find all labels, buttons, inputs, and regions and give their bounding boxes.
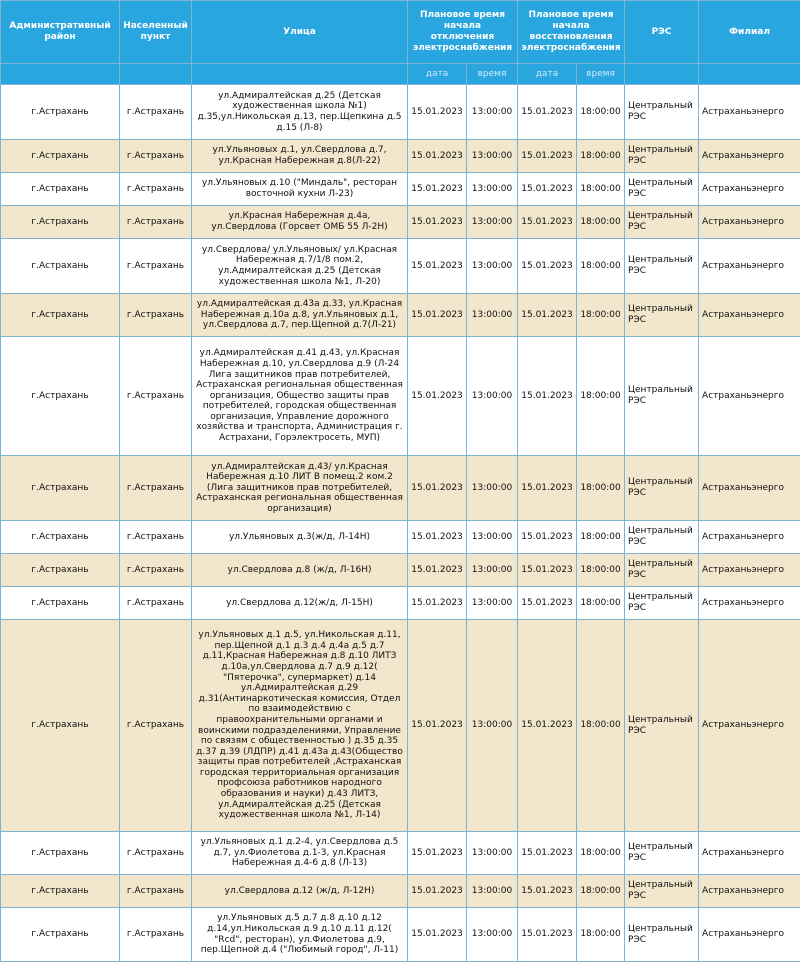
off-date-cell: 15.01.2023 — [408, 620, 467, 832]
locality-cell: г.Астрахань — [120, 85, 192, 140]
table-row — [1, 140, 800, 173]
res-cell: Центральный РЭС — [625, 620, 699, 832]
res-cell: Центральный РЭС — [625, 239, 699, 294]
on-date-cell: 15.01.2023 — [518, 521, 577, 554]
branch-cell: Астраханьэнерго — [699, 456, 800, 521]
locality-cell: г.Астрахань — [120, 620, 192, 832]
off-date-cell: 15.01.2023 — [408, 85, 467, 140]
locality-cell: г.Астрахань — [120, 908, 192, 962]
district-cell: г.Астрахань — [1, 620, 120, 832]
on-date-cell: 15.01.2023 — [518, 239, 577, 294]
locality-cell: г.Астрахань — [120, 337, 192, 456]
district-cell: г.Астрахань — [1, 521, 120, 554]
branch-cell: Астраханьэнерго — [699, 239, 800, 294]
header-street: Улица — [192, 1, 408, 64]
off-date-cell: 15.01.2023 — [408, 587, 467, 620]
locality-cell: г.Астрахань — [120, 294, 192, 337]
subheader-blank — [625, 64, 699, 85]
street-cell: ул.Ульяновых д.10 ("Миндаль", ресторан восточной кухни Л-23) — [192, 173, 408, 206]
district-cell: г.Астрахань — [1, 140, 120, 173]
off-time-cell: 13:00:00 — [467, 294, 518, 337]
district-cell: г.Астрахань — [1, 85, 120, 140]
off-date-cell: 15.01.2023 — [408, 239, 467, 294]
street-cell: ул.Красная Набережная д.4а, ул.Свердлова (Горсвет ОМБ 55 Л-2Н) — [192, 206, 408, 239]
on-date-cell: 15.01.2023 — [518, 140, 577, 173]
on-time-cell: 18:00:00 — [577, 908, 625, 962]
branch-cell: Астраханьэнерго — [699, 140, 800, 173]
off-time-cell: 13:00:00 — [467, 337, 518, 456]
off-time-cell: 13:00:00 — [467, 140, 518, 173]
on-date-cell: 15.01.2023 — [518, 206, 577, 239]
district-cell: г.Астрахань — [1, 337, 120, 456]
street-cell: ул.Адмиралтейская д.43а д.33, ул.Красная Набережная д.10а д.8, ул.Ульяновых д.1, ул.Свердлова д.7, пер.Щепной д.7(Л-21) — [192, 294, 408, 337]
on-time-cell: 18:00:00 — [577, 554, 625, 587]
off-date-cell: 15.01.2023 — [408, 206, 467, 239]
street-cell: ул.Ульяновых д.1 д.5, ул.Никольская д.11, пер.Щепной д.1 д.3 д.4 д.4а д.5 д.7 д.11,Красная Набережная д.8 д.10 ЛИТЗ д.10а,ул.Свердлова д.7 д.9 д.12( "Пятерочка", супермаркет) д.14 ул.Адмиралтейская д.29 д.31(Антинаркотическая комиссия, Отдел по взаимодействию с правоохранительными органами и воинскими подразделениями, Управление по связям с общественностью ) д.35 д.35 д.37 д.39 (ЛДПР) д.41 д.43а д.43(Общество защиты прав потребителей ,Астраханская городская территориальная организация профсоюза работников народного образования и науки) д.43 ЛИТЗ, ул.Адмиралтейская д.25 (Детская художественная школа №1, Л-14) — [192, 620, 408, 832]
district-cell: г.Астрахань — [1, 908, 120, 962]
off-date-cell: 15.01.2023 — [408, 140, 467, 173]
table-row — [1, 85, 800, 140]
street-cell: ул.Свердлова д.12 (ж/д, Л-12Н) — [192, 875, 408, 908]
table-row — [1, 908, 800, 962]
on-date-cell: 15.01.2023 — [518, 294, 577, 337]
res-cell: Центральный РЭС — [625, 85, 699, 140]
on-time-cell: 18:00:00 — [577, 85, 625, 140]
table-body — [1, 85, 800, 962]
street-cell: ул.Адмиралтейская д.41 д.43, ул.Красная Набережная д.10, ул.Свердлова д.9 (Л-24 Лига защитников прав потребителей, Астраханская региональная общественная организация, Общество защиты прав потребителей, городская общественная организация, Управление дорожного хозяйства и транспорта, Администрация г. Астрахани, Горэлектросеть, МУП) — [192, 337, 408, 456]
subheader-off-time: время — [467, 64, 518, 85]
off-date-cell: 15.01.2023 — [408, 521, 467, 554]
off-time-cell: 13:00:00 — [467, 875, 518, 908]
off-date-cell: 15.01.2023 — [408, 554, 467, 587]
street-cell: ул.Ульяновых д.3(ж/д, Л-14Н) — [192, 521, 408, 554]
subheader-blank — [120, 64, 192, 85]
on-date-cell: 15.01.2023 — [518, 587, 577, 620]
off-time-cell: 13:00:00 — [467, 456, 518, 521]
branch-cell: Астраханьэнерго — [699, 875, 800, 908]
branch-cell: Астраханьэнерго — [699, 173, 800, 206]
on-date-cell: 15.01.2023 — [518, 456, 577, 521]
branch-cell: Астраханьэнерго — [699, 206, 800, 239]
off-date-cell: 15.01.2023 — [408, 456, 467, 521]
street-cell: ул.Свердлова/ ул.Ульяновых/ ул.Красная Набережная д.7/1/8 пом.2, ул.Адмиралтейская д.25 (Детская художественная школа №1, Л-20) — [192, 239, 408, 294]
table-row — [1, 239, 800, 294]
branch-cell: Астраханьэнерго — [699, 832, 800, 875]
subheader-blank — [192, 64, 408, 85]
off-time-cell: 13:00:00 — [467, 587, 518, 620]
header-res: РЭС — [625, 1, 699, 64]
locality-cell: г.Астрахань — [120, 206, 192, 239]
table-row — [1, 173, 800, 206]
subheader-blank — [1, 64, 120, 85]
on-date-cell: 15.01.2023 — [518, 908, 577, 962]
header-district: Административный район — [1, 1, 120, 64]
locality-cell: г.Астрахань — [120, 239, 192, 294]
subheader-blank — [699, 64, 800, 85]
on-time-cell: 18:00:00 — [577, 140, 625, 173]
table-row — [1, 521, 800, 554]
branch-cell: Астраханьэнерго — [699, 587, 800, 620]
off-time-cell: 13:00:00 — [467, 554, 518, 587]
street-cell: ул.Ульяновых д.5 д.7 д.8 д.10 д.12 д.14,ул.Никольская д.9 д.10 д.11 д.12( "Rcd", ресторан), ул.Фиолетова д.9, пер.Щепной д.4 ("Любимый город", Л-11) — [192, 908, 408, 962]
on-time-cell: 18:00:00 — [577, 832, 625, 875]
res-cell: Центральный РЭС — [625, 832, 699, 875]
table-row — [1, 456, 800, 521]
district-cell: г.Астрахань — [1, 554, 120, 587]
locality-cell: г.Астрахань — [120, 587, 192, 620]
district-cell: г.Астрахань — [1, 587, 120, 620]
locality-cell: г.Астрахань — [120, 140, 192, 173]
street-cell: ул.Свердлова д.8 (ж/д, Л-16Н) — [192, 554, 408, 587]
branch-cell: Астраханьэнерго — [699, 908, 800, 962]
off-time-cell: 13:00:00 — [467, 239, 518, 294]
res-cell: Центральный РЭС — [625, 587, 699, 620]
locality-cell: г.Астрахань — [120, 832, 192, 875]
street-cell: ул.Свердлова д.12(ж/д, Л-15Н) — [192, 587, 408, 620]
on-time-cell: 18:00:00 — [577, 239, 625, 294]
table-row — [1, 294, 800, 337]
off-time-cell: 13:00:00 — [467, 908, 518, 962]
res-cell: Центральный РЭС — [625, 337, 699, 456]
on-date-cell: 15.01.2023 — [518, 554, 577, 587]
off-date-cell: 15.01.2023 — [408, 832, 467, 875]
off-date-cell: 15.01.2023 — [408, 337, 467, 456]
on-date-cell: 15.01.2023 — [518, 173, 577, 206]
on-date-cell: 15.01.2023 — [518, 620, 577, 832]
district-cell: г.Астрахань — [1, 294, 120, 337]
on-time-cell: 18:00:00 — [577, 206, 625, 239]
branch-cell: Астраханьэнерго — [699, 521, 800, 554]
res-cell: Центральный РЭС — [625, 206, 699, 239]
off-time-cell: 13:00:00 — [467, 206, 518, 239]
subheader-off-date: дата — [408, 64, 467, 85]
off-date-cell: 15.01.2023 — [408, 294, 467, 337]
on-date-cell: 15.01.2023 — [518, 337, 577, 456]
on-time-cell: 18:00:00 — [577, 337, 625, 456]
off-date-cell: 15.01.2023 — [408, 875, 467, 908]
branch-cell: Астраханьэнерго — [699, 294, 800, 337]
header-branch: Филиал — [699, 1, 800, 64]
res-cell: Центральный РЭС — [625, 521, 699, 554]
off-date-cell: 15.01.2023 — [408, 908, 467, 962]
subheader-on-date: дата — [518, 64, 577, 85]
branch-cell: Астраханьэнерго — [699, 620, 800, 832]
street-cell: ул.Адмиралтейская д.43/ ул.Красная Набережная д.10 ЛИТ В помещ.2 ком.2 (Лига защитников прав потребителей, Астраханская региональная общественная организация) — [192, 456, 408, 521]
street-cell: ул.Ульяновых д.1 д.2-4, ул.Свердлова д.5 д.7, ул.Фиолетова д.1-3, ул.Красная Набережная д.4-6 д.8 (Л-13) — [192, 832, 408, 875]
district-cell: г.Астрахань — [1, 239, 120, 294]
on-date-cell: 15.01.2023 — [518, 85, 577, 140]
res-cell: Центральный РЭС — [625, 875, 699, 908]
on-date-cell: 15.01.2023 — [518, 875, 577, 908]
table-row — [1, 620, 800, 832]
off-time-cell: 13:00:00 — [467, 620, 518, 832]
table-row — [1, 337, 800, 456]
locality-cell: г.Астрахань — [120, 521, 192, 554]
branch-cell: Астраханьэнерго — [699, 337, 800, 456]
res-cell: Центральный РЭС — [625, 173, 699, 206]
locality-cell: г.Астрахань — [120, 456, 192, 521]
off-date-cell: 15.01.2023 — [408, 173, 467, 206]
locality-cell: г.Астрахань — [120, 173, 192, 206]
on-time-cell: 18:00:00 — [577, 587, 625, 620]
branch-cell: Астраханьэнерго — [699, 554, 800, 587]
district-cell: г.Астрахань — [1, 832, 120, 875]
table-row — [1, 832, 800, 875]
header-restore-time: Плановое время начала восстановления электроснабжения — [518, 1, 625, 64]
res-cell: Центральный РЭС — [625, 554, 699, 587]
on-time-cell: 18:00:00 — [577, 521, 625, 554]
table-row — [1, 206, 800, 239]
locality-cell: г.Астрахань — [120, 875, 192, 908]
res-cell: Центральный РЭС — [625, 908, 699, 962]
off-time-cell: 13:00:00 — [467, 832, 518, 875]
res-cell: Центральный РЭС — [625, 140, 699, 173]
table-row — [1, 587, 800, 620]
on-time-cell: 18:00:00 — [577, 620, 625, 832]
off-time-cell: 13:00:00 — [467, 85, 518, 140]
on-date-cell: 15.01.2023 — [518, 832, 577, 875]
table-row — [1, 554, 800, 587]
district-cell: г.Астрахань — [1, 875, 120, 908]
on-time-cell: 18:00:00 — [577, 456, 625, 521]
branch-cell: Астраханьэнерго — [699, 85, 800, 140]
off-time-cell: 13:00:00 — [467, 521, 518, 554]
off-time-cell: 13:00:00 — [467, 173, 518, 206]
street-cell: ул.Адмиралтейская д.25 (Детская художественная школа №1) д.35,ул.Никольская д.13, пер.Щепкина д.5 д.15 (Л-8) — [192, 85, 408, 140]
district-cell: г.Астрахань — [1, 206, 120, 239]
on-time-cell: 18:00:00 — [577, 173, 625, 206]
on-time-cell: 18:00:00 — [577, 875, 625, 908]
locality-cell: г.Астрахань — [120, 554, 192, 587]
district-cell: г.Астрахань — [1, 173, 120, 206]
res-cell: Центральный РЭС — [625, 456, 699, 521]
header-locality: Населенный пункт — [120, 1, 192, 64]
on-time-cell: 18:00:00 — [577, 294, 625, 337]
res-cell: Центральный РЭС — [625, 294, 699, 337]
table-row — [1, 875, 800, 908]
header-off-time: Плановое время начала отключения электроснабжения — [408, 1, 518, 64]
street-cell: ул.Ульяновых д.1, ул.Свердлова д.7, ул.Красная Набережная д.8(Л-22) — [192, 140, 408, 173]
district-cell: г.Астрахань — [1, 456, 120, 521]
subheader-on-time: время — [577, 64, 625, 85]
